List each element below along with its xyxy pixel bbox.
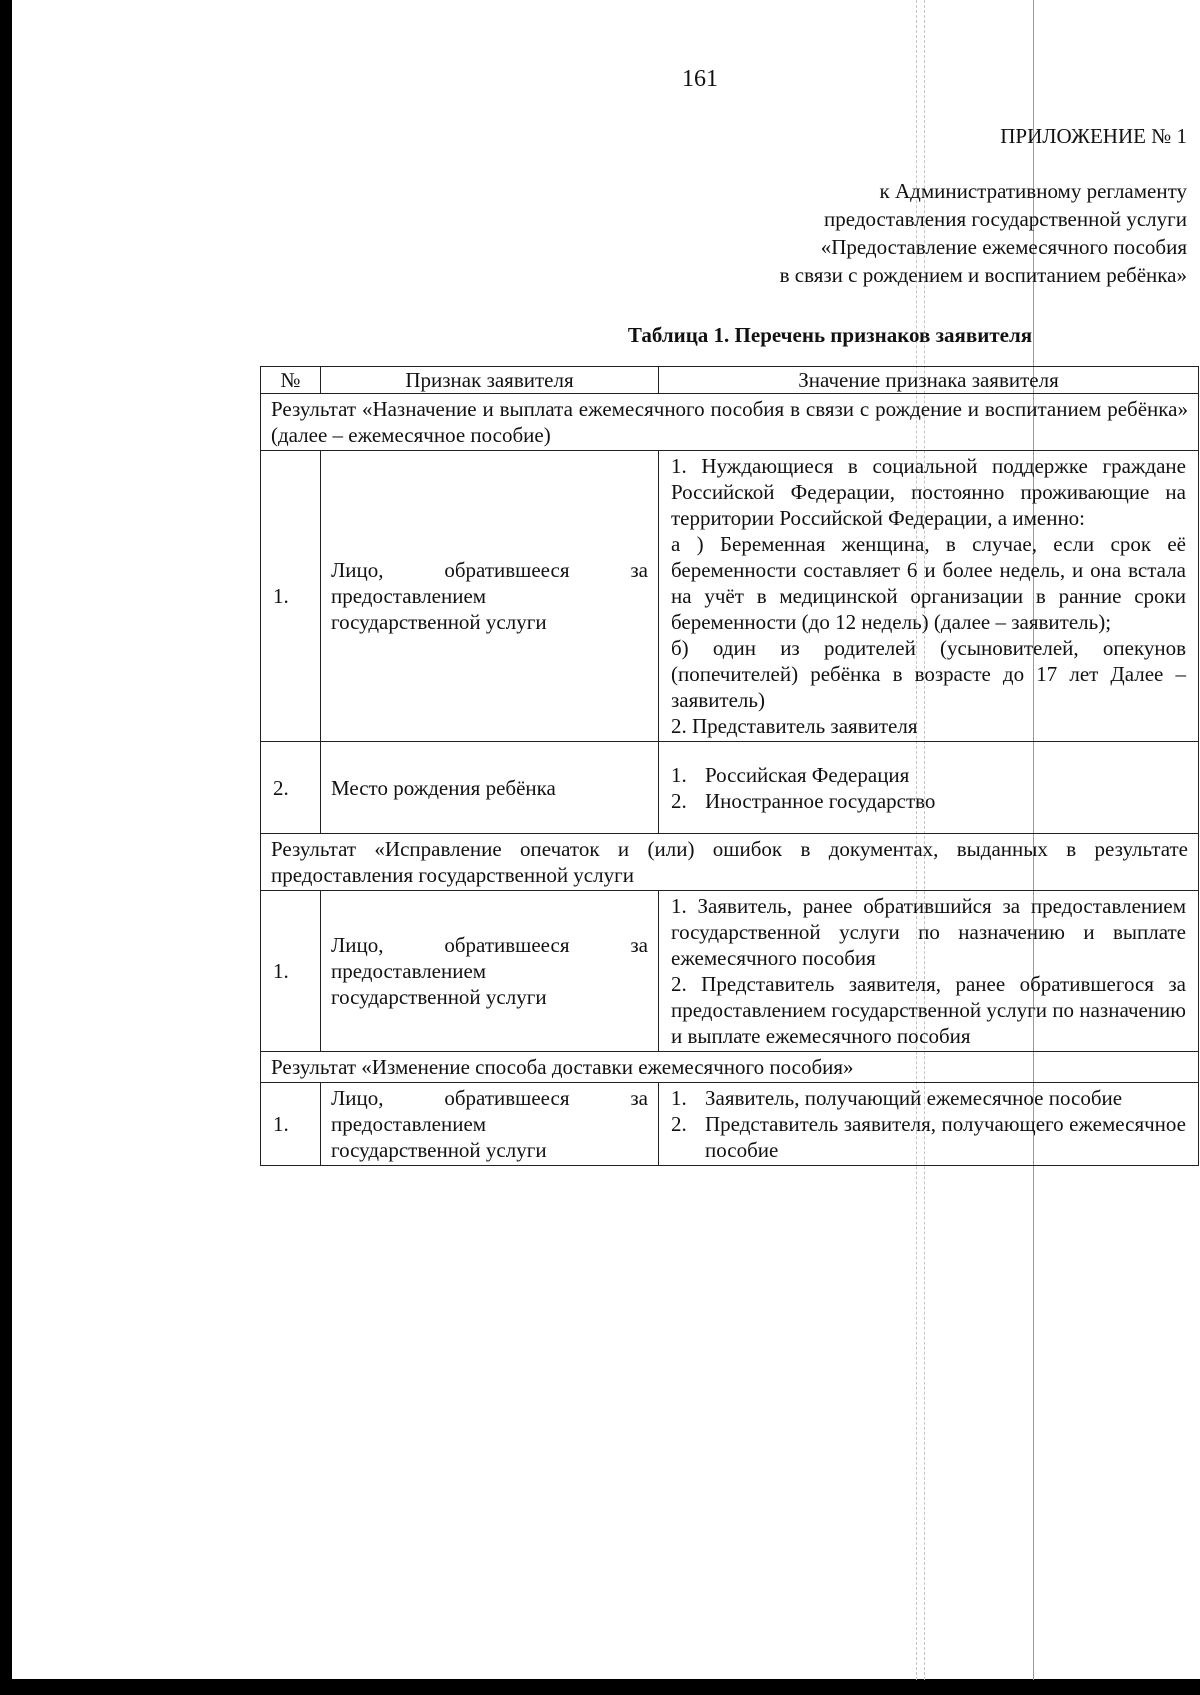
row-number: 1. — [261, 1083, 321, 1166]
header-value: Значение признака заявителя — [659, 367, 1199, 394]
value-item-text: Иностранное государство — [705, 788, 936, 813]
value-list-item — [671, 1085, 1186, 1111]
section-row — [261, 394, 1199, 451]
value-item-text: Заявитель, получающий ежемесячное пособие — [705, 1086, 1123, 1110]
table-title: Таблица 1. Перечень признаков заявителя — [627, 323, 1033, 347]
value-item-number: 1. — [671, 1086, 687, 1110]
attribute-cell — [321, 451, 659, 742]
table-header-row — [261, 367, 1199, 394]
attribute-line: предоставлением — [331, 959, 487, 983]
value-list-item — [671, 1111, 1186, 1163]
value-item-number: 2. — [671, 788, 687, 813]
row-number: 2. — [261, 742, 321, 834]
appendix-subtitle-line: в связи с рождением и воспитанием ребёнка» — [779, 263, 1187, 287]
appendix-subtitle-line: «Предоставление ежемесячного пособия — [820, 235, 1187, 259]
section-row — [261, 834, 1199, 891]
appendix-subtitle — [780, 177, 1187, 289]
value-list-item — [671, 788, 1186, 814]
value-item-text: Представитель заявителя, получающего ежемесячное пособие — [705, 1112, 1186, 1162]
appendix-subtitle-line: предоставления государственной услуги — [824, 207, 1187, 231]
value-paragraph: 2. Представитель заявителя — [671, 714, 918, 738]
attribute-cell — [321, 891, 659, 1052]
attribute-line: Лицо, обратившееся за — [331, 1086, 648, 1110]
attribute-cell: Место рождения ребёнка — [321, 742, 659, 834]
value-cell — [659, 742, 1199, 834]
value-paragraph: 2. Представитель заявителя, ранее обратившегося за предоставлением государственной услуги по назначению и выплате ежемесячного пособия — [671, 972, 1186, 1048]
appendix-title: ПРИЛОЖЕНИЕ № 1 — [1000, 124, 1187, 148]
attribute-line: предоставлением — [331, 1112, 487, 1136]
appendix-subtitle-line: к Административному регламенту — [879, 179, 1187, 203]
header-attribute: Признак заявителя — [321, 367, 659, 394]
value-item-number: 1. — [671, 762, 687, 787]
value-paragraph: а ) Беременная женщина, в случае, если срок её беременности составляет 6 и более недель, и она встала на учёт в медицинской организации в ранние сроки беременности (до 12 недель) (далее – заявитель); — [671, 532, 1186, 634]
value-paragraph: 1. Нуждающиеся в социальной поддержке граждане Российской Федерации, постоянно проживающие на территории Российской Федерации, а именно: — [671, 454, 1186, 530]
value-paragraph: 1. Заявитель, ранее обратившийся за предоставлением государственной услуги по назначению и выплате ежемесячного пособия — [671, 894, 1186, 970]
attribute-line: государственной услуги — [331, 610, 547, 634]
table-row — [261, 742, 1199, 834]
value-paragraph: б) один из родителей (усыновителей, опекунов (попечителей) ребёнка в возрасте до 17 лет Далее – заявитель) — [671, 636, 1186, 712]
header-num: № — [261, 367, 321, 394]
page-number: 161 — [682, 66, 718, 92]
section-title: Результат «Изменение способа доставки ежемесячного пособия» — [261, 1052, 1199, 1083]
attribute-line: предоставлением — [331, 584, 487, 608]
section-title: Результат «Исправление опечаток и (или) ошибок в документах, выданных в результате предоставления государственной услуги — [261, 834, 1199, 891]
value-cell — [659, 1083, 1199, 1166]
value-cell — [659, 891, 1199, 1052]
section-row — [261, 1052, 1199, 1083]
attribute-line: Лицо, обратившееся за — [331, 558, 648, 582]
attribute-line: государственной услуги — [331, 1138, 547, 1162]
row-number: 1. — [261, 451, 321, 742]
attribute-cell — [321, 1083, 659, 1166]
table-row — [261, 451, 1199, 742]
value-list-item — [671, 762, 1186, 788]
value-item-number: 2. — [671, 1112, 687, 1136]
scan-bottom-edge — [0, 1679, 1200, 1695]
table-row — [261, 1083, 1199, 1166]
section-title: Результат «Назначение и выплата ежемесячного пособия в связи с рождение и воспитанием ребёнка» (далее – ежемесячное пособие) — [261, 394, 1199, 451]
scan-left-edge — [0, 0, 12, 1695]
attribute-line: государственной услуги — [331, 985, 547, 1009]
value-cell — [659, 451, 1199, 742]
row-number: 1. — [261, 891, 321, 1052]
table-row — [261, 891, 1199, 1052]
attribute-line: Лицо, обратившееся за — [331, 933, 648, 957]
value-item-text: Российская Федерация — [705, 762, 910, 787]
applicant-attributes-table — [260, 366, 1199, 1166]
